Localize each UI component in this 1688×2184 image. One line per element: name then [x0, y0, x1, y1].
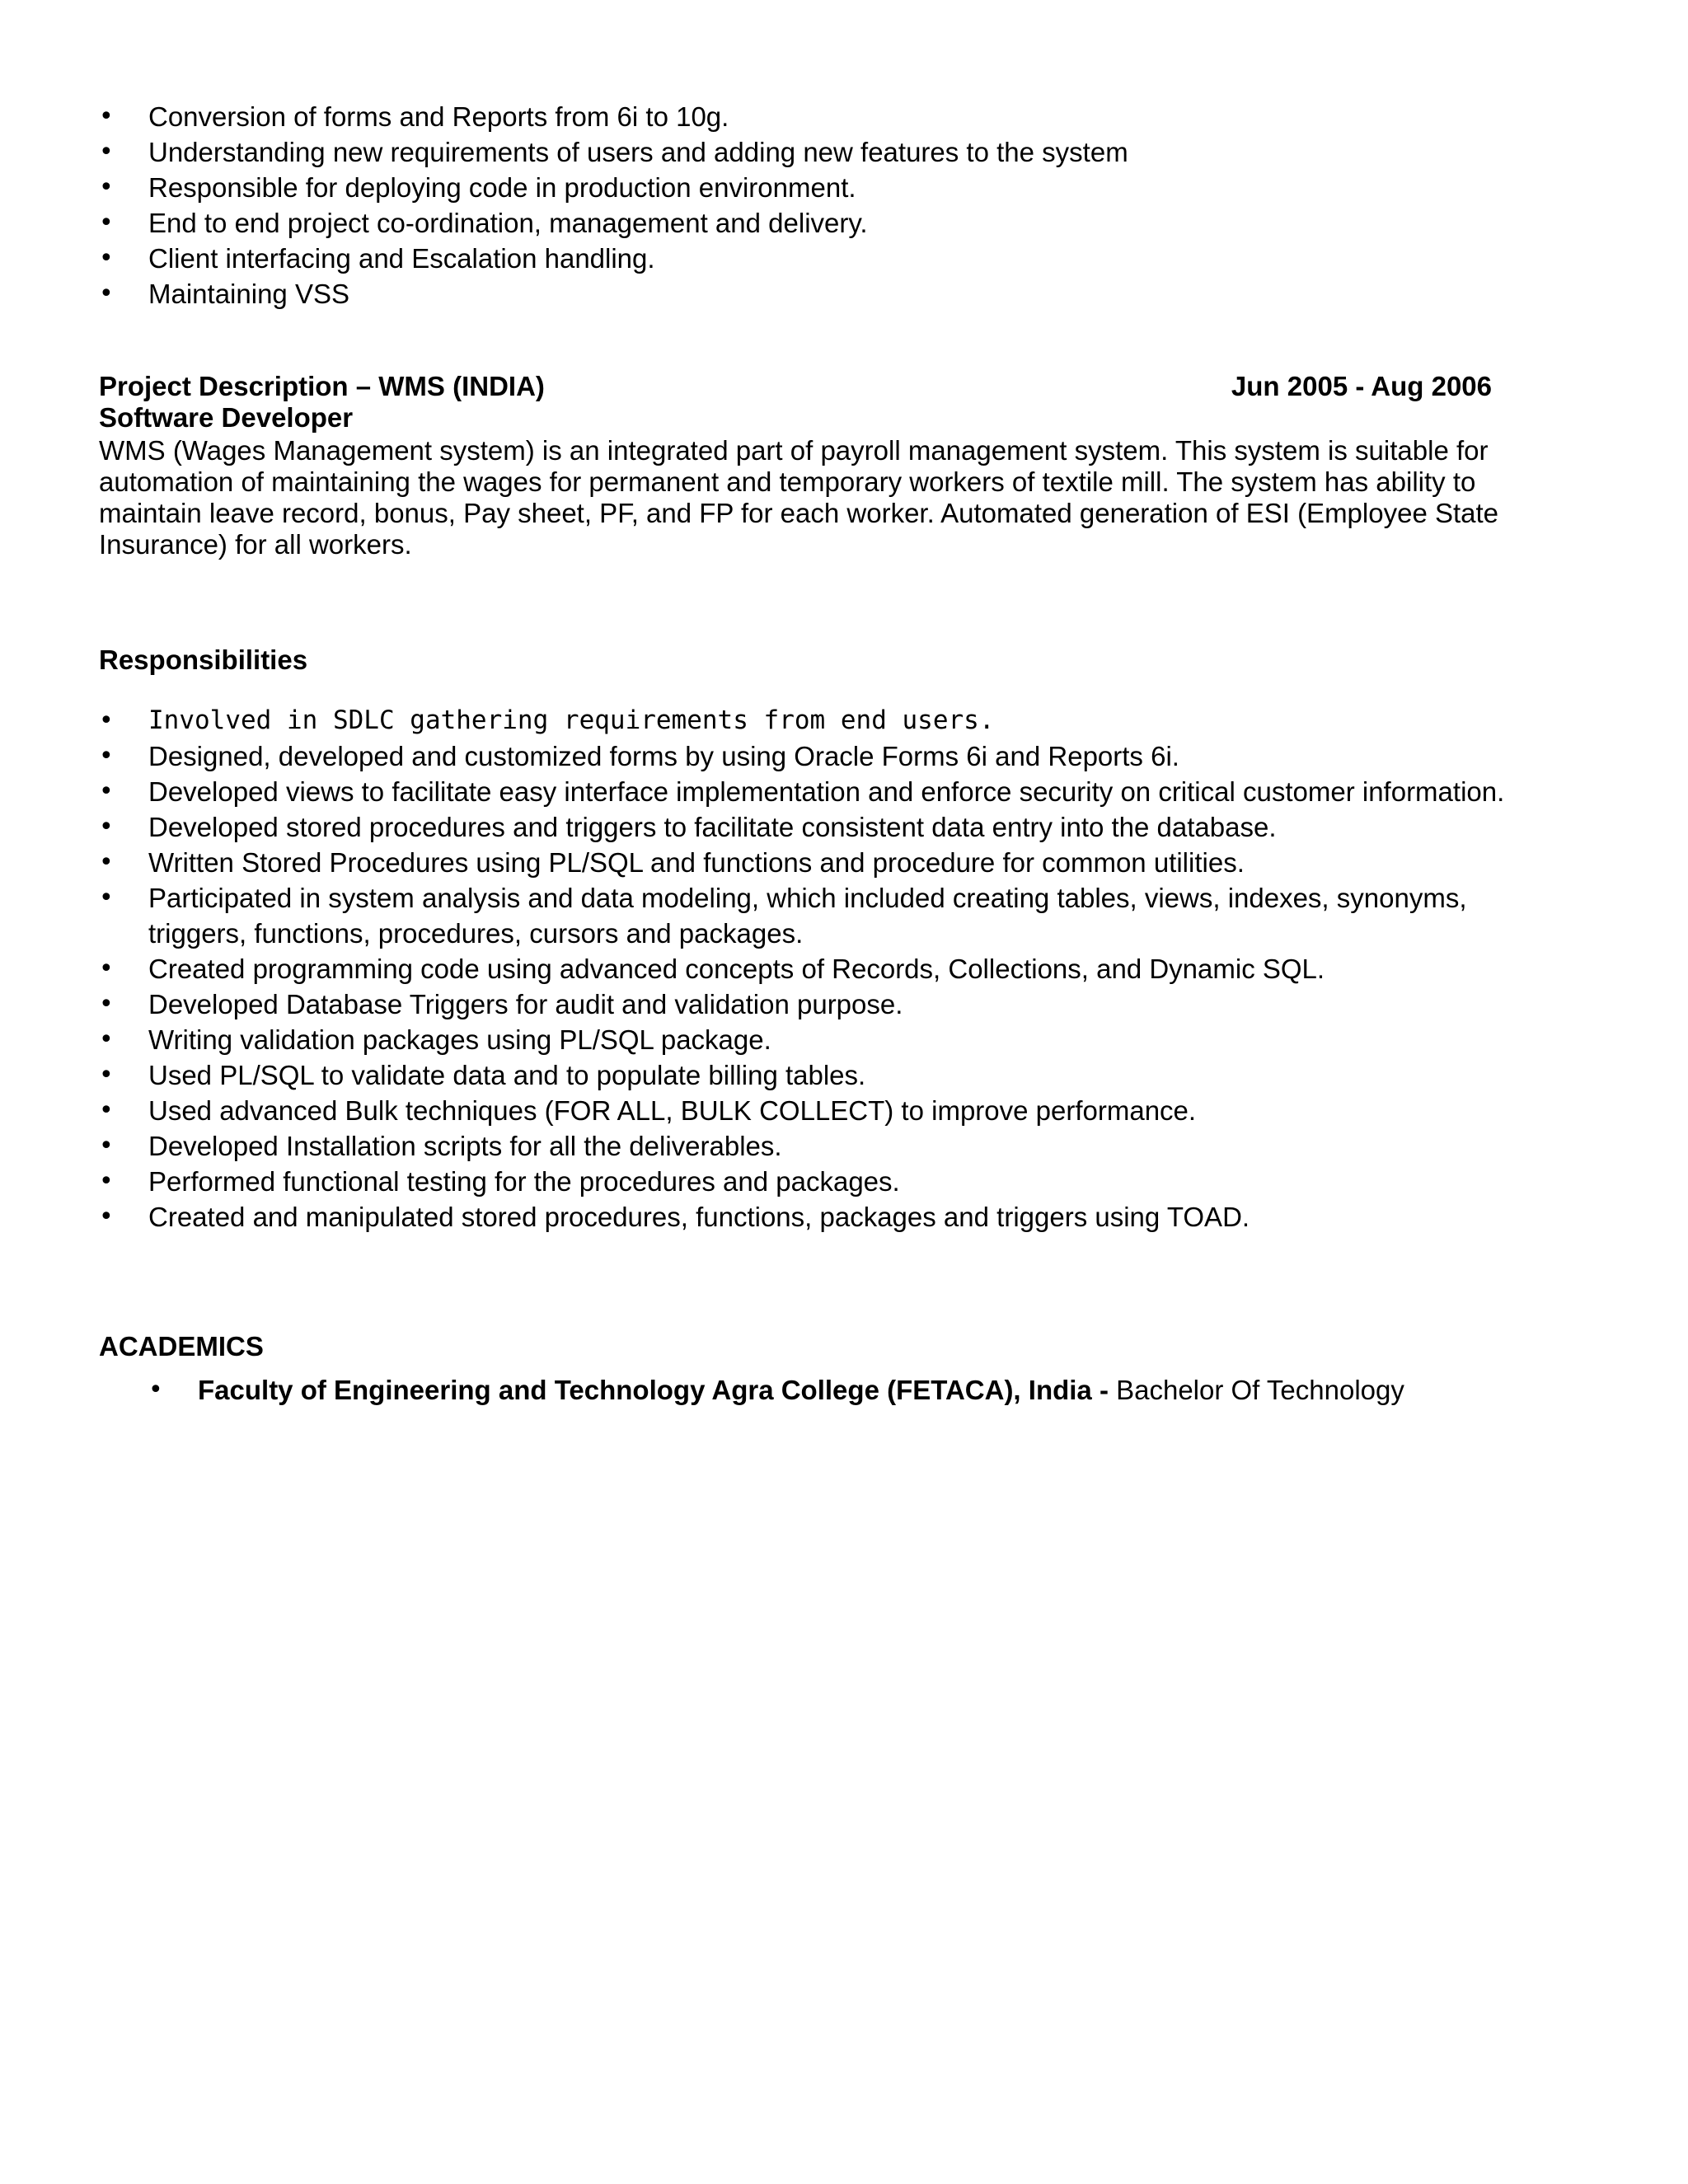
responsibilities-heading: Responsibilities	[99, 644, 308, 675]
list-item: • Written Stored Procedures using PL/SQL and functions and procedure for common utilities.	[99, 845, 1566, 880]
list-item: • Conversion of forms and Reports from 6i to 10g.	[99, 99, 1566, 134]
list-item: • Created and manipulated stored procedures, functions, packages and triggers using TOAD.	[99, 1199, 1566, 1235]
list-item: • Performed functional testing for the procedures and packages.	[99, 1164, 1566, 1199]
project-description: WMS (Wages Management system) is an integrated part of payroll management system. This system is suitable for automation of maintaining the wages for permanent and temporary workers of textile mill. The system has ability to maintain leave record, bonus, Pay sheet, PF, and FP for each worker. Automated generation of ESI (Employee State Insurance) for all workers.	[99, 435, 1499, 560]
academics-item	[148, 1372, 1566, 1408]
project-role: Software Developer	[99, 402, 354, 433]
list-item: • Involved in SDLC gathering requirements from end users.	[99, 703, 1566, 738]
list-item: • Participated in system analysis and data modeling, which included creating tables, views, indexes, synonyms, triggers, functions, procedures, cursors and packages.	[99, 880, 1566, 951]
responsibilities-list	[99, 703, 1566, 1235]
list-item: • Developed Installation scripts for all the deliverables.	[99, 1128, 1566, 1164]
academics-institution: Faculty of Engineering and Technology Agra College (FETACA), India -	[198, 1375, 1109, 1405]
project-dates: Jun 2005 - Aug 2006	[1231, 371, 1492, 401]
list-item: • Used advanced Bulk techniques (FOR ALL, BULK COLLECT) to improve performance.	[99, 1093, 1566, 1128]
top-bullet-list	[99, 99, 1566, 312]
project-title: Project Description – WMS (INDIA)	[99, 371, 545, 401]
project-header	[99, 371, 1492, 402]
list-item: • Responsible for deploying code in production environment.	[99, 170, 1566, 205]
academics-list	[148, 1372, 1566, 1408]
list-item: • Designed, developed and customized forms by using Oracle Forms 6i and Reports 6i.	[99, 738, 1566, 774]
list-item: • Maintaining VSS	[99, 276, 1566, 312]
list-item: • Created programming code using advanced concepts of Records, Collections, and Dynamic SQL.	[99, 951, 1566, 987]
list-item: • Developed stored procedures and triggers to facilitate consistent data entry into the database.	[99, 809, 1566, 845]
list-item: • Used PL/SQL to validate data and to populate billing tables.	[99, 1057, 1566, 1093]
academics-heading: ACADEMICS	[99, 1331, 264, 1361]
list-item: • End to end project co-ordination, management and delivery.	[99, 205, 1566, 241]
academics-degree: Bachelor Of Technology	[1108, 1375, 1404, 1405]
list-item: • Writing validation packages using PL/SQL package.	[99, 1022, 1566, 1057]
list-item: • Client interfacing and Escalation handling.	[99, 241, 1566, 276]
list-item: • Developed Database Triggers for audit and validation purpose.	[99, 987, 1566, 1022]
list-item: • Developed views to facilitate easy interface implementation and enforce security on critical customer information.	[99, 774, 1566, 809]
list-item: • Understanding new requirements of users and adding new features to the system	[99, 134, 1566, 170]
